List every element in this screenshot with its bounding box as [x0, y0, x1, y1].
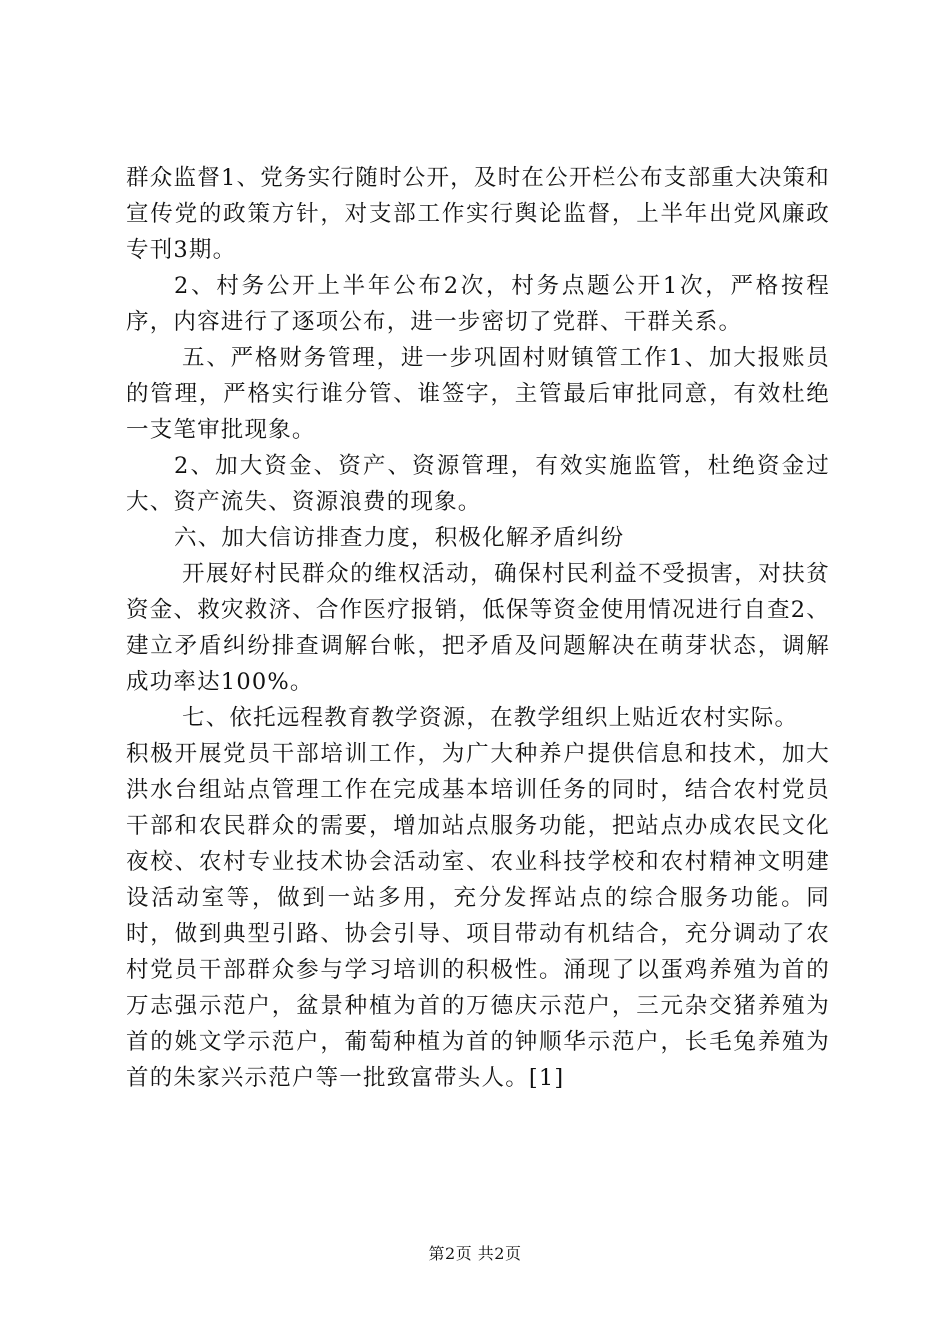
paragraph-rights-protection: 开展好村民群众的维权活动，确保村民利益不受损害，对扶贫资金、救灾救济、合作医疗报销，低保等资金使用情况进行自查2、建立矛盾纠纷排查调解台帐，把矛盾及问题解决在萌芽状态，调解成功率达100%。 [126, 561, 830, 695]
paragraph-training-work: 积极开展党员干部培训工作，为广大种养户提供信息和技术，加大洪水台组站点管理工作在完成基本培训任务的同时，结合农村党员干部和农民群众的需要，增加站点服务功能，把站点办成农民文化夜校、农村专业技术协会活动室、农业科技学校和农村精神文明建设活动室等，做到一站多用，充分发挥站点的综合服务功能。同时，做到典型引路、协会引导、项目带动有机结合，充分调动了农村党员干部群众参与学习培训的积极性。涌现了以蛋鸡养殖为首的万志强示范户，盆景种植为首的万德庆示范户，三元杂交猪养殖为首的姚文学示范户，葡萄种植为首的钟顺华示范户，长毛兔养殖为首的朱家兴示范户等一批致富带头人。[1] [126, 741, 830, 1091]
paragraph-petition-heading: 六、加大信访排查力度，积极化解矛盾纠纷 [174, 525, 625, 551]
paragraph-village-affairs: 2、村务公开上半年公布2次，村务点题公开1次，严格按程序，内容进行了逐项公布，进一步密切了党群、干群关系。 [126, 273, 830, 335]
page-number-footer: 第2页 共2页 [428, 1244, 522, 1263]
paragraph-party-affairs: 群众监督1、党务实行随时公开，及时在公开栏公布支部重大决策和宣传党的政策方针，对支部工作实行舆论监督，上半年出党风廉政专刊3期。 [126, 165, 830, 263]
paragraph-asset-management: 2、加大资金、资产、资源管理，有效实施监管，杜绝资金过大、资产流失、资源浪费的现象。 [126, 453, 830, 515]
paragraph-remote-education-heading: 七、依托远程教育教学资源，在教学组织上贴近农村实际。 [182, 705, 799, 731]
document-body [126, 160, 830, 1096]
paragraph-finance-management: 五、严格财务管理，进一步巩固村财镇管工作1、加大报账员的管理，严格实行谁分管、谁签字，主管最后审批同意，有效杜绝一支笔审批现象。 [126, 345, 830, 443]
